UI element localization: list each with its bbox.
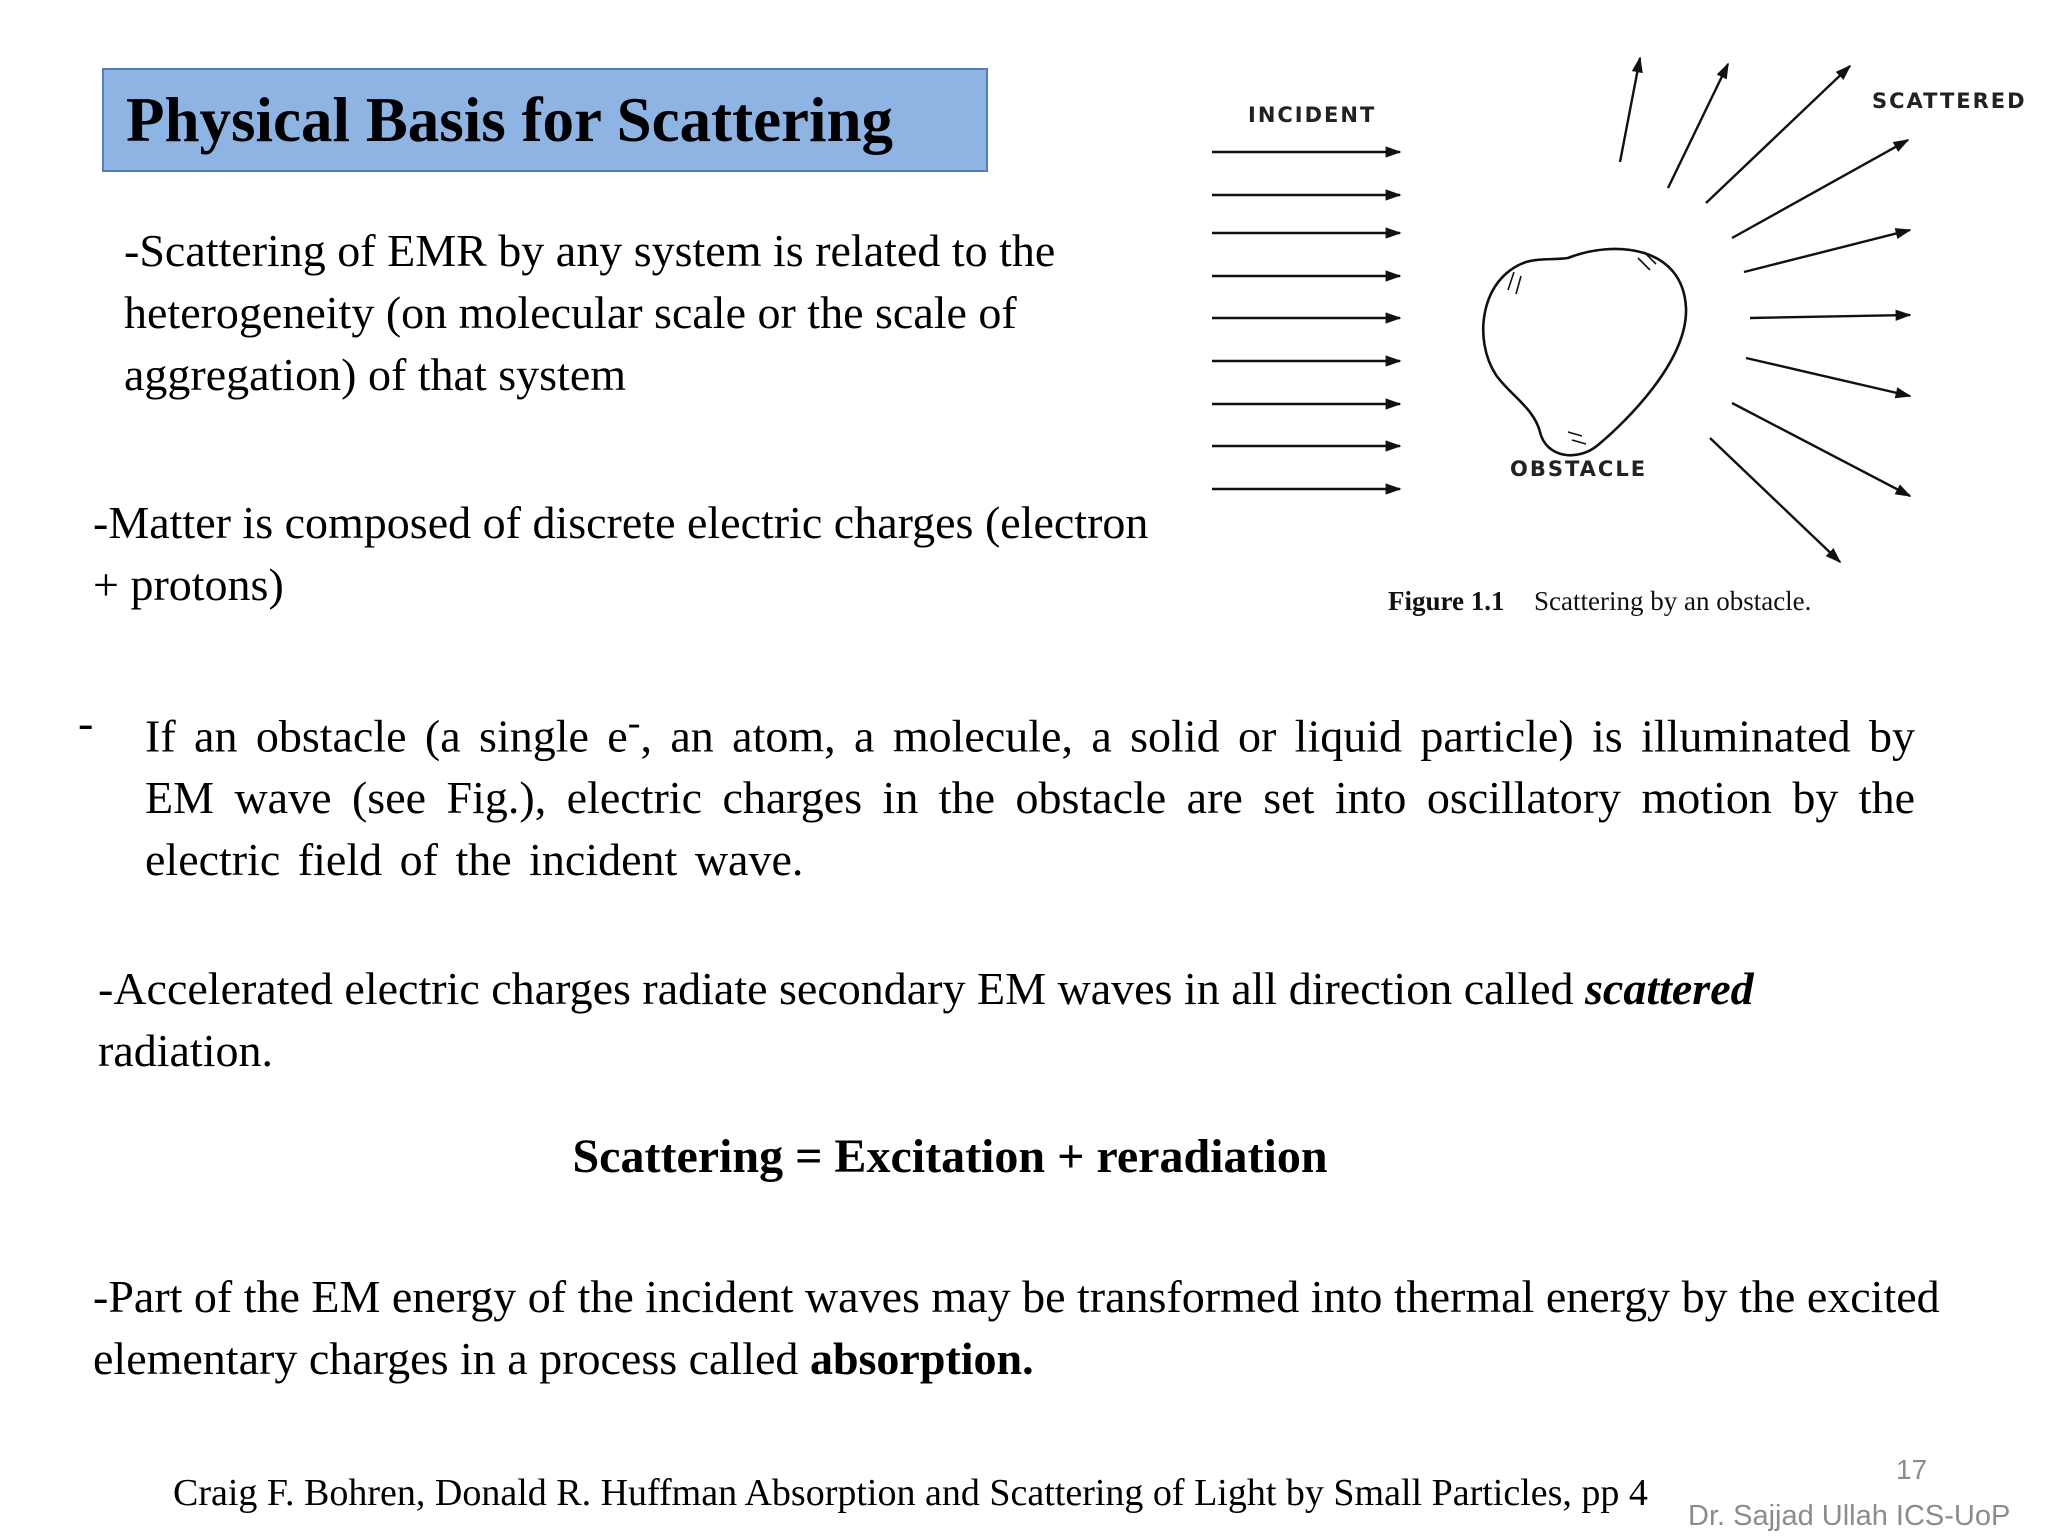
scattered-arrow	[1668, 64, 1728, 188]
scattered-arrow	[1732, 403, 1910, 496]
absorption-term: absorption.	[809, 1333, 1034, 1384]
scattered-label: SCATTERED	[1872, 89, 2027, 113]
paragraph-accelerated-start: -Accelerated electric charges radiate secondary EM waves in all direction called	[98, 963, 1586, 1014]
paragraph-obstacle	[145, 692, 1915, 891]
paragraph-heterogeneity: -Scattering of EMR by any system is related to the heterogeneity (on molecular scale or the scale of aggregation) of that system	[124, 225, 1056, 400]
scattering-figure	[1188, 40, 2038, 630]
scattered-arrow	[1620, 58, 1640, 162]
obstacle-highlight-mark	[1638, 252, 1656, 270]
obstacle-label: OBSTACLE	[1510, 457, 1648, 481]
paragraph-discrete-charges: -Matter is composed of discrete electric charges (electron + protons)	[93, 497, 1149, 610]
scattered-arrow	[1750, 315, 1910, 318]
obstacle-highlight-mark	[1508, 272, 1521, 294]
paragraph-absorption	[93, 1266, 1973, 1390]
obstacle-highlight-mark	[1568, 432, 1586, 444]
paragraph-accelerated-charges	[98, 958, 1798, 1082]
figure-caption-number: Figure 1.1	[1388, 586, 1505, 616]
title-banner	[102, 68, 988, 172]
paragraph-obstacle-start: If an obstacle (a single e	[145, 710, 628, 762]
scattered-arrow	[1746, 358, 1910, 396]
slide-title: Physical Basis for Scattering	[126, 84, 894, 155]
scattered-arrow	[1706, 66, 1850, 203]
citation: Craig F. Bohren, Donald R. Huffman Absorption and Scattering of Light by Small Particles, pp 4	[173, 1472, 1648, 1514]
scattered-emphasis: scattered	[1585, 963, 1754, 1014]
scattered-arrow	[1744, 230, 1910, 272]
paragraph-absorption-start: -Part of the EM energy of the incident waves may be transformed into thermal energy by the excited elementary charges in a process called	[93, 1271, 1940, 1384]
scattered-arrow	[1710, 438, 1840, 562]
figure-caption-text: Scattering by an obstacle.	[1534, 586, 1812, 616]
author-footer: Dr. Sajjad Ullah ICS-UoP	[1688, 1500, 2011, 1532]
incident-arrows	[1212, 152, 1400, 489]
paragraph-obstacle-dash: -	[78, 697, 94, 748]
electron-charge-superscript: -	[627, 702, 641, 744]
scattered-arrows	[1620, 58, 1910, 562]
paragraph-obstacle-end: , an atom, a molecule, a solid or liquid particle) is illuminated by EM wave (see Fig.), electric charges in the obstacle are set into oscillatory motion by the electric field of the incident wave.	[145, 710, 1915, 886]
obstacle-shape	[1483, 249, 1686, 455]
incident-label: INCIDENT	[1248, 103, 1377, 127]
scattering-equation: Scattering = Excitation + reradiation	[572, 1130, 1328, 1183]
paragraph-accelerated-end: radiation.	[98, 1025, 273, 1076]
page-number: 17	[1896, 1454, 1928, 1485]
